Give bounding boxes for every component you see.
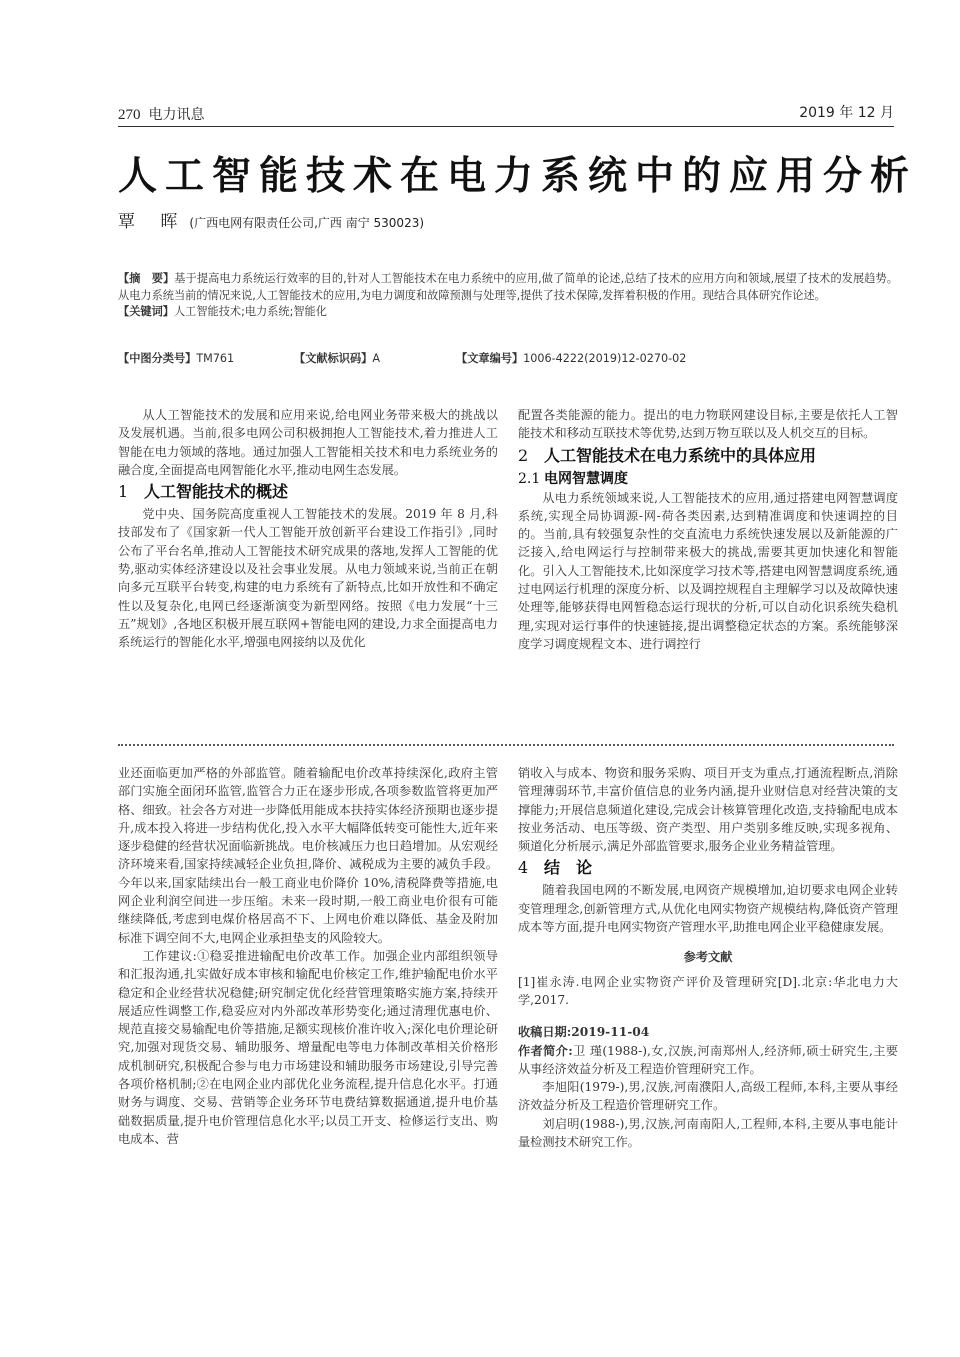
keywords: 人工智能技术;电力系统;智能化 [173, 305, 327, 318]
abstract [118, 271, 898, 321]
upper-left-column [118, 406, 498, 652]
reference-1: [1]崔永涛.电网企业实物资产评价及管理研究[D].北京:华北电力大学,2017. [518, 974, 898, 1007]
author-bio-2: 李旭阳(1979-),男,汉族,河南濮阳人,高级工程师,本科,主要从事经济效益分析及工程造价管理研究工作。 [518, 1080, 898, 1113]
section-4-heading: 4 结 论 [518, 858, 593, 878]
continued-paragraph: 配置各类能源的能力。提出的电力物联网建设目标,主要是依托人工智能技术和移动互联技术等优势,达到万物互联以及人机交互的目标。 [518, 408, 898, 441]
section-2-heading: 2 人工智能技术在电力系统中的具体应用 [518, 445, 817, 465]
intro-paragraph: 从人工智能技术的发展和应用来说,给电网业务带来极大的挑战以及发展机遇。当前,很多电网公司积极拥抱人工智能技术,着力推进人工智能在电力领域的落地。通过加强人工智能相关技术和电力系统业务的融合度,全面提高电网智能化水平,推动电网生态发展。 [118, 408, 498, 477]
page-number: 270 [118, 107, 141, 123]
conclusion-paragraph: 随着我国电网的不断发展,电网资产规模增加,迫切要求电网企业转变管理理念,创新管理方式,从优化电网实物资产规模结构,降低资产管理成本等方面,提升电网实物资产管理水平,助推电网企业平稳健康发展。 [518, 883, 898, 935]
author-name: 覃 晖 [118, 212, 188, 232]
section-2-1-paragraph: 从电力系统领域来说,人工智能技术的应用,通过搭建电网智慧调度系统,实现全局协调源-网-荷各类因素,达到精准调度和快速调控的目的。当前,具有较强复杂性的交直流电力系统快速发展以及新能源的广泛接入,给电网运行与控制带来极大的挑战,需要其更加快速化和智能化。引入人工智能技术,比如深度学习技术等,搭建电网智慧调度系统,通过电网运行机理的深度分析、以及调控规程自主理解学习以及故障快速处理等,能够获得电网暂稳态运行现状的分析,可以自动化识系统失稳机理,实现对运行事件的快速链接,提出调整稳定状态的方案。系统能够深度学习调度规程文本、进行调控行 [518, 490, 898, 651]
doc-code-field: 【文献标识码】A [294, 352, 380, 365]
lower-right-column [518, 764, 898, 1151]
author-bio-3: 刘启明(1988-),男,汉族,河南南阳人,工程师,本科,主要从事电能计量检测技术研究工作。 [518, 1116, 898, 1150]
abstract-text: 基于提高电力系统运行效率的目的,针对人工智能技术在电力系统中的应用,做了简单的论述,总结了技术的应用方向和领域,展望了技术的发展趋势。从电力系统当前的情况来说,人工智能技术的应用,为电力调度和故障预测与处理等,提供了技术保障,发挥着积极的作用。现结合具体研究作论述。 [118, 272, 898, 302]
dotted-separator [118, 744, 894, 746]
journal-name: 电力讯息 [148, 107, 205, 123]
received-date: 收稿日期:2019-11-04 [518, 1025, 650, 1040]
article-title: 人工智能技术在电力系统中的应用分析 [118, 153, 918, 199]
author-affiliation: (广西电网有限责任公司,广西 南宁 530023) [189, 216, 425, 230]
references-heading: 参考文献 [683, 950, 733, 965]
section-1-heading: 1 人工智能技术的概述 [118, 482, 289, 502]
keywords-label: 【关键词】 [118, 305, 174, 318]
author-bio-1: 作者简介:卫 瑾(1988-),女,汉族,河南郑州人,经济师,硕士研究生,主要从事经济效益分析及工程造价管理研究工作。 [518, 1043, 898, 1076]
lower-left-column [118, 764, 498, 1148]
section-2-1-heading: 2.1 电网智慧调度 [518, 470, 628, 487]
lower-left-paragraph-1: 业还面临更加严格的外部监管。随着输配电价改革持续深化,政府主管部门实施全面闭环监管,监管合力正在逐步形成,各项参数监管将更加严格、细致。社会各方对进一步降低用能成本扶持实体经济预期也逐步提升,成本投入将进一步结构优化,投入水平大幅降低转变可能性大,近年来逐步稳健的经营状况面临新挑战。电价核减压力也日趋增加。从宏观经济环境来看,国家持续减轻企业负担,降价、减税成为主要的减负手段。今年以来,国家陆续出台一般工商业电价降价 10%,清税降费等措施,电网企业利润空间进一步压缩。未来一段时期,一般工商业电价很有可能继续降低,考虑到电煤价格居高不下、上网电价难以降低、基金及附加标准下调空间不大,电网企业承担垫支的风险较大。 [118, 766, 498, 945]
issue-date: 2019 年 12 月 [799, 105, 894, 121]
running-header-left [118, 104, 205, 124]
header-rule [118, 126, 894, 127]
lower-right-continued: 销收入与成本、物资和服务采购、项目开支为重点,打通流程断点,消除管理薄弱环节,丰富价值信息的业务内涵,提升业财信息对经营决策的支撑能力;开展信息频道化建设,完成会计核算管理化改造,支持输配电成本按业务活动、电压等级、资产类型、用户类别多维反映,实现多视角、频道化分析展示,满足外部监管要求,服务企业业务精益管理。 [518, 766, 898, 854]
abstract-label: 【摘 要】 [118, 272, 175, 285]
lower-left-paragraph-2: 工作建议:①稳妥推进输配电价改革工作。加强企业内部组织领导和汇报沟通,扎实做好成本审核和输配电价核定工作,维护输配电价水平稳定和企业经营状况稳健;研究制定优化经营管理策略实施方案,持续开展适应性调整工作,稳妥应对内外部改革形势变化;通过清理优惠电价、规范直接交易输配电价等措施,足额实现核价准许收入;深化电价理论研究,加强对现货交易、辅助服务、增量配电等电力体制改革相关价格形成机制研究,积极配合参与电力市场建设和辅助服务市场建设,引导完善各项价格机制;②在电网企业内部优化业务流程,提升信息化水平。打通财务与调度、交易、营销等企业务环节电费结算数据通道,提升电价基础数据质量,提升电价管理信息化水平;以员工开支、检修运行支出、购电成本、营 [118, 948, 498, 1146]
section-1-paragraph: 党中央、国务院高度重视人工智能技术的发展。2019 年 8 月,科技部发布了《国家新一代人工智能开放创新平台建设工作指引》,同时公布了平台名单,推动人工智能技术研究成果的落地,发挥人工智能的优势,驱动实体经济建设以及社会事业发展。从电力领域来说,当前正在朝向多元互联平台转变,构建的电力系统有了新特点,比如开放性和不确定性以及复杂化,电网已经逐渐演变为新型网络。按照《电力发展“十三五”规划》,各地区积极开展互联网+智能电网的建设,力求全面提高电力系统运行的智能化水平,增强电网接纳以及优化 [118, 507, 498, 650]
author-line [118, 207, 424, 232]
clc-field: 【中图分类号】TM761 [118, 352, 235, 365]
upper-right-column [518, 406, 898, 653]
article-number-field: 【文章编号】1006-4222(2019)12-0270-02 [456, 352, 687, 365]
